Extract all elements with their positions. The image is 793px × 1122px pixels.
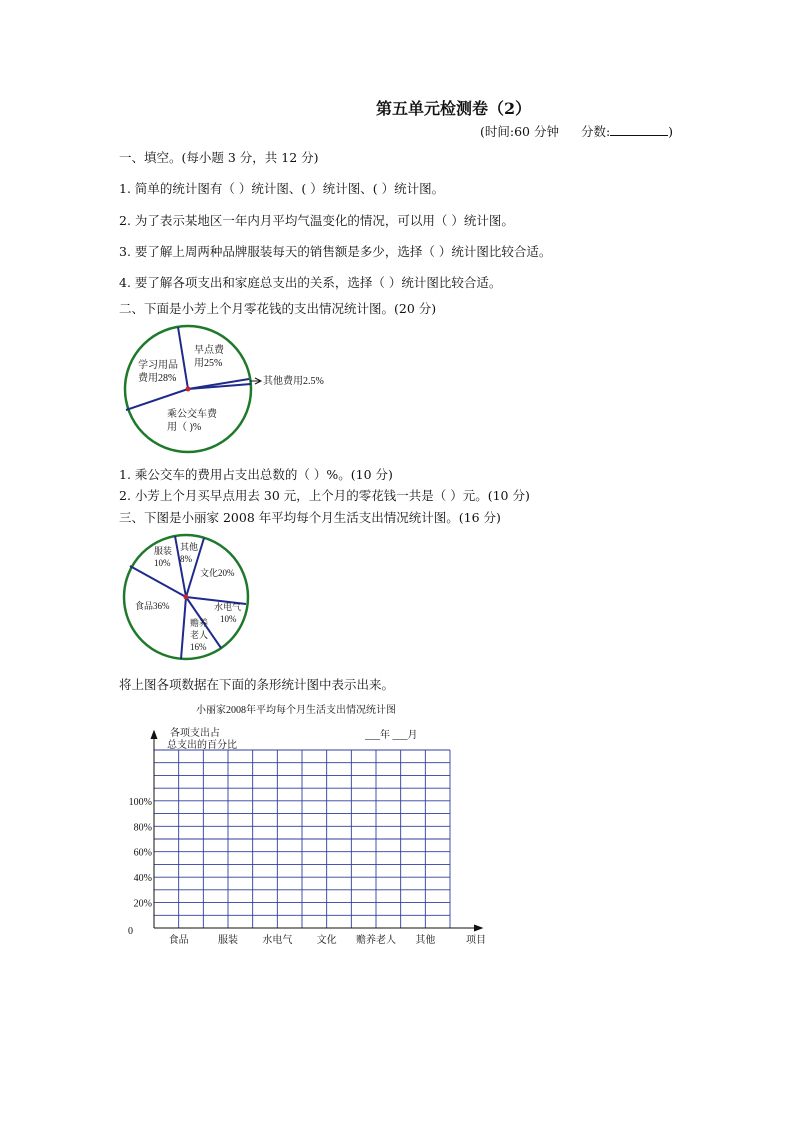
pie-divider-study-breakfast (178, 327, 188, 389)
slice-food-label: 食品36% (135, 601, 170, 611)
slice-other-label-2: 8% (180, 554, 192, 564)
slice-elderly-label-3: 16% (190, 642, 207, 652)
y-axis-label-2: 总支出的百分比 (167, 740, 237, 751)
score-label: 分数: (580, 124, 611, 139)
y-tick-label: 80% (133, 822, 152, 834)
y-tick-label: 60% (133, 847, 152, 859)
section1-question-3: 3. 要了解上周两种品牌服装每天的销售额是多少，选择（ ）统计图比较合适。 (119, 244, 552, 259)
slice-study-label-2: 费用28% (138, 373, 177, 384)
x-tick-label: 文化 (316, 935, 337, 946)
date-blank-label: ___年 ___月 (365, 730, 418, 741)
slice-elderly-label-2: 老人 (190, 630, 209, 640)
pie-divider-elderly-food (181, 597, 186, 659)
time-limit: (时间:60 分钟 (480, 124, 559, 139)
y-tick-label: 0 (128, 926, 133, 937)
blank-bar-chart (110, 698, 510, 958)
x-tick-label: 食品 (168, 935, 189, 946)
slice-breakfast-label-1: 早点费 (194, 345, 224, 356)
slice-bus-label-2: 用（ )% (167, 422, 202, 433)
pie-center-dot (186, 387, 191, 392)
chart-title: 小丽家2008年平均每个月生活支出情况统计图 (196, 705, 396, 716)
y-axis-arrow-icon (151, 731, 157, 739)
slice-culture-label: 文化20% (200, 568, 235, 578)
x-tick-labels (169, 933, 436, 946)
y-tick-label: 40% (133, 873, 152, 885)
slice-elderly-label-1: 赡养 (190, 618, 209, 628)
score-blank[interactable] (610, 123, 668, 136)
section3-instruction: 将上图各项数据在下面的条形统计图中表示出来。 (119, 677, 395, 692)
x-tick-label: 服装 (218, 935, 238, 946)
slice-bus-label-1: 乘公交车费 (167, 409, 217, 420)
section1-heading: 一、填空。(每小题 3 分，共 12 分) (119, 150, 319, 165)
section1-question-2: 2. 为了表示某地区一年内月平均气温变化的情况，可以用（ ）统计图。 (119, 213, 514, 228)
slice-other-label: 其他费用2.5% (263, 376, 324, 387)
score-close: ) (668, 124, 674, 139)
slice-clothing-label-1: 服装 (154, 546, 173, 556)
x-axis-arrow-icon (474, 925, 482, 931)
living-expense-pie-chart (118, 532, 258, 664)
slice-utilities-label-2: 10% (220, 614, 237, 624)
pie-divider-bus-study (126, 389, 188, 410)
section1-question-1: 1. 简单的统计图有（ ）统计图、( ）统计图、( ）统计图。 (119, 181, 445, 196)
section2-heading: 二、下面是小芳上个月零花钱的支出情况统计图。(20 分) (119, 301, 437, 316)
y-tick-label: 20% (133, 898, 152, 910)
y-axis-label-1: 各项支出占 (170, 728, 220, 739)
exam-title: 第五单元检测卷（2） (376, 99, 532, 118)
slice-breakfast-label-2: 用25% (194, 358, 223, 369)
slice-other-label-1: 其他 (180, 542, 199, 552)
pocket-money-pie-chart (118, 322, 348, 457)
x-tick-label: 其他 (415, 935, 436, 946)
exam-time-score (480, 122, 673, 140)
chart-grid (154, 750, 450, 928)
section2-question-1: 1. 乘公交车的费用占支出总数的（ ）%。(10 分) (119, 467, 393, 482)
y-tick-label: 100% (128, 796, 152, 808)
slice-clothing-label-2: 10% (154, 558, 171, 568)
x-tick-label: 水电气 (262, 935, 293, 946)
x-tick-label: 赡养老人 (356, 935, 396, 946)
x-axis-label: 项目 (466, 935, 486, 946)
pie-divider-food-clothing (130, 566, 186, 597)
section3-heading: 三、下图是小丽家 2008 年平均每个月生活支出情况统计图。(16 分) (119, 510, 501, 525)
section2-question-2: 2. 小芳上个月买早点用去 30 元，上个月的零花钱一共是（ ）元。(10 分) (119, 488, 530, 503)
y-tick-labels (128, 797, 152, 937)
section1-question-4: 4. 要了解各项支出和家庭总支出的关系，选择（ ）统计图比较合适。 (119, 275, 502, 290)
slice-utilities-label-1: 水电气 (214, 602, 242, 612)
pie-center-dot (184, 595, 189, 600)
slice-study-label-1: 学习用品 (138, 360, 178, 371)
